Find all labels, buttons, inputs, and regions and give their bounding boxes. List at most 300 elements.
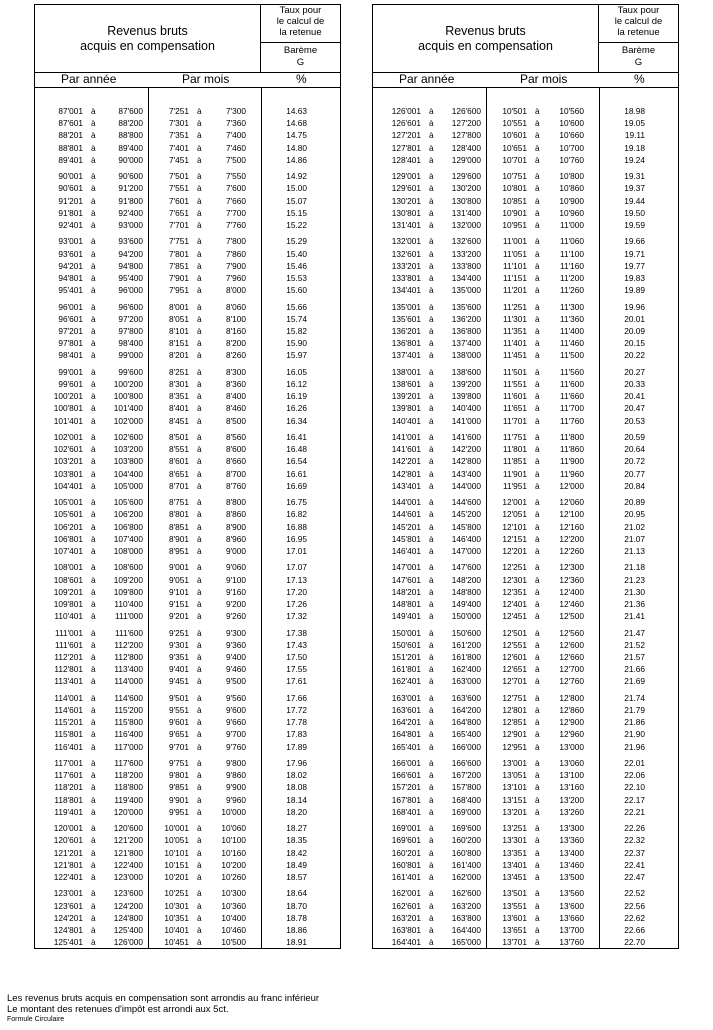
year-to: 115'200 xyxy=(114,705,143,715)
range-separator: à xyxy=(197,195,202,206)
table-row xyxy=(35,781,340,793)
month-from: 7'901 xyxy=(168,273,189,283)
month-to: 7'300 xyxy=(225,106,246,116)
range-separator: à xyxy=(197,859,202,870)
year-to: 120'000 xyxy=(113,806,143,817)
year-from: 147'601 xyxy=(391,574,421,585)
range-separator: à xyxy=(535,692,540,703)
range-separator: à xyxy=(91,456,96,467)
rate-value: 20.33 xyxy=(624,379,645,389)
rate-line: Taux pour xyxy=(279,5,322,16)
range-separator: à xyxy=(197,432,202,442)
year-from: 112'801 xyxy=(54,664,83,675)
year-from: 114'601 xyxy=(54,705,83,715)
month-from: 11'701 xyxy=(502,415,527,426)
rate-line: Taux pour xyxy=(617,5,660,16)
year-from: 127'201 xyxy=(391,130,421,141)
month-to: 9'660 xyxy=(225,717,246,728)
month-to: 13'000 xyxy=(559,741,584,752)
year-to: 94'800 xyxy=(118,260,143,271)
year-from: 106'201 xyxy=(53,521,83,532)
year-to: 129'600 xyxy=(451,171,481,182)
table-row xyxy=(35,627,340,639)
range-separator: à xyxy=(535,770,540,781)
year-from: 136'801 xyxy=(391,338,421,349)
range-separator: à xyxy=(429,888,434,899)
month-to: 9'900 xyxy=(225,782,246,793)
month-from: 12'451 xyxy=(502,611,527,622)
range-separator: à xyxy=(429,236,434,247)
range-separator: à xyxy=(535,142,540,153)
year-from: 168'401 xyxy=(391,806,421,817)
rate-value: 17.72 xyxy=(286,705,307,715)
month-from: 10'601 xyxy=(502,130,527,141)
month-from: 11'301 xyxy=(502,313,527,324)
year-from: 103'201 xyxy=(53,456,83,467)
year-to: 99'600 xyxy=(118,366,143,377)
range-separator: à xyxy=(197,611,202,622)
range-separator: à xyxy=(91,925,96,935)
year-to: 166'000 xyxy=(451,741,481,752)
year-from: 91'201 xyxy=(58,195,83,206)
range-separator: à xyxy=(535,444,540,455)
table-row xyxy=(35,272,340,284)
month-from: 11'951 xyxy=(502,480,527,491)
table-row xyxy=(35,806,340,818)
table-row xyxy=(373,431,678,443)
year-from: 139'201 xyxy=(391,391,421,402)
year-from: 118'201 xyxy=(54,782,83,793)
rate-value: 19.89 xyxy=(624,285,645,296)
rate-value: 19.37 xyxy=(624,183,645,194)
year-from: 141'601 xyxy=(391,444,421,455)
range-separator: à xyxy=(429,611,434,622)
range-separator: à xyxy=(197,403,202,414)
month-from: 7'551 xyxy=(168,183,189,194)
rate-value: 18.49 xyxy=(286,859,307,870)
year-from: 90'601 xyxy=(58,183,83,194)
month-from: 9'451 xyxy=(168,676,189,687)
range-separator: à xyxy=(197,260,202,271)
year-from: 136'201 xyxy=(391,326,421,336)
year-to: 96'600 xyxy=(118,301,143,312)
table-row xyxy=(35,235,340,247)
table-row xyxy=(373,769,678,781)
month-to: 8'600 xyxy=(225,444,246,455)
range-separator: à xyxy=(535,468,540,479)
table-row xyxy=(373,822,678,834)
range-separator: à xyxy=(197,366,202,377)
month-to: 12'060 xyxy=(559,497,584,508)
year-to: 169'600 xyxy=(451,823,481,834)
table-row xyxy=(35,325,340,337)
range-separator: à xyxy=(429,391,434,402)
rate-value: 20.77 xyxy=(624,468,645,479)
rate-value: 18.42 xyxy=(286,847,307,858)
range-separator: à xyxy=(535,391,540,402)
range-separator: à xyxy=(429,468,434,479)
bareme-label: Barème xyxy=(621,45,656,56)
month-from: 8'451 xyxy=(168,415,189,426)
range-separator: à xyxy=(197,562,202,573)
range-separator: à xyxy=(429,171,434,182)
year-to: 138'000 xyxy=(451,350,481,361)
month-from: 12'401 xyxy=(502,599,527,609)
rate-value: 15.82 xyxy=(286,326,307,336)
table-row xyxy=(373,455,678,467)
month-from: 8'851 xyxy=(168,521,189,532)
range-separator: à xyxy=(535,497,540,508)
month-to: 11'400 xyxy=(559,326,584,336)
table-row xyxy=(373,586,678,598)
range-separator: à xyxy=(535,705,540,715)
range-separator: à xyxy=(535,313,540,324)
table-row xyxy=(35,129,340,141)
year-from: 110'401 xyxy=(54,611,83,622)
rate-value: 22.17 xyxy=(624,794,645,805)
table-row xyxy=(35,834,340,846)
year-from: 132'601 xyxy=(391,248,421,259)
range-separator: à xyxy=(91,676,96,687)
month-from: 11'401 xyxy=(502,338,527,349)
month-to: 8'400 xyxy=(225,391,246,402)
year-from: 130'201 xyxy=(391,195,421,206)
table-row xyxy=(35,936,340,948)
month-from: 8'251 xyxy=(168,366,189,377)
year-to: 111'600 xyxy=(114,627,143,638)
table-row xyxy=(373,859,678,871)
year-from: 163'201 xyxy=(391,912,421,923)
table-row xyxy=(35,924,340,936)
table-header xyxy=(35,5,340,73)
month-to: 8'100 xyxy=(225,313,246,324)
rate-value: 16.69 xyxy=(286,480,307,491)
range-separator: à xyxy=(429,220,434,230)
rate-value: 17.20 xyxy=(286,586,307,597)
range-separator: à xyxy=(429,872,434,882)
range-separator: à xyxy=(429,937,434,948)
range-separator: à xyxy=(91,888,96,899)
year-to: 139'200 xyxy=(451,379,481,389)
table-row xyxy=(373,443,678,455)
range-separator: à xyxy=(535,236,540,247)
year-to: 112'800 xyxy=(114,652,143,662)
table-row xyxy=(35,598,340,610)
col-year-header: Par année xyxy=(61,72,117,86)
range-separator: à xyxy=(429,326,434,336)
year-from: 123'001 xyxy=(53,888,83,899)
month-from: 10'651 xyxy=(502,142,527,153)
month-to: 7'460 xyxy=(225,142,246,153)
month-from: 11'101 xyxy=(502,260,527,271)
month-to: 7'900 xyxy=(225,260,246,271)
month-from: 11'351 xyxy=(502,326,527,336)
range-separator: à xyxy=(535,676,540,687)
month-to: 13'360 xyxy=(559,835,584,846)
month-to: 11'200 xyxy=(559,273,584,283)
range-separator: à xyxy=(91,366,96,377)
month-to: 9'100 xyxy=(225,574,246,585)
year-from: 118'801 xyxy=(54,794,83,805)
year-to: 110'400 xyxy=(114,599,143,609)
range-separator: à xyxy=(197,705,202,715)
range-separator: à xyxy=(429,835,434,846)
table-row xyxy=(35,337,340,349)
rate-value: 21.47 xyxy=(624,627,645,638)
month-from: 13'501 xyxy=(502,888,527,899)
table-row xyxy=(35,728,340,740)
table-row xyxy=(373,728,678,740)
range-separator: à xyxy=(197,823,202,834)
range-separator: à xyxy=(535,586,540,597)
range-separator: à xyxy=(197,521,202,532)
rate-value: 21.18 xyxy=(624,562,645,573)
year-to: 124'200 xyxy=(113,900,143,911)
year-to: 136'200 xyxy=(451,313,481,324)
range-separator: à xyxy=(197,692,202,703)
year-from: 103'801 xyxy=(53,468,83,479)
year-from: 161'801 xyxy=(391,664,421,675)
month-to: 12'960 xyxy=(559,729,584,740)
month-from: 9'251 xyxy=(168,627,189,638)
year-from: 92'401 xyxy=(58,220,83,230)
month-from: 12'101 xyxy=(502,521,527,532)
rate-value: 20.27 xyxy=(624,366,645,377)
range-separator: à xyxy=(91,574,96,585)
rate-value: 21.96 xyxy=(624,741,645,752)
month-to: 9'860 xyxy=(225,770,246,781)
rate-value: 22.10 xyxy=(624,782,645,793)
month-to: 12'500 xyxy=(559,611,584,622)
range-separator: à xyxy=(429,639,434,650)
rate-value: 16.48 xyxy=(286,444,307,455)
range-separator: à xyxy=(197,770,202,781)
year-to: 126'600 xyxy=(451,106,481,116)
month-from: 7'701 xyxy=(168,220,189,230)
year-to: 128'400 xyxy=(451,142,481,153)
rate-value: 19.66 xyxy=(624,236,645,247)
range-separator: à xyxy=(535,888,540,899)
range-separator: à xyxy=(429,338,434,349)
month-to: 12'560 xyxy=(559,627,584,638)
range-separator: à xyxy=(91,350,96,361)
year-from: 109'801 xyxy=(53,599,83,609)
month-from: 7'501 xyxy=(168,171,189,182)
month-to: 7'550 xyxy=(225,171,246,182)
year-to: 97'200 xyxy=(118,313,143,324)
year-from: 161'401 xyxy=(391,872,421,882)
rate-value: 19.24 xyxy=(624,154,645,165)
month-to: 13'460 xyxy=(559,859,584,870)
year-to: 94'200 xyxy=(118,248,143,259)
month-to: 7'860 xyxy=(225,248,246,259)
year-from: 120'001 xyxy=(53,823,83,834)
year-from: 101'401 xyxy=(53,415,83,426)
table-row xyxy=(35,349,340,361)
month-from: 12'201 xyxy=(502,546,527,556)
rate-value: 17.13 xyxy=(286,574,307,585)
year-from: 142'801 xyxy=(391,468,421,479)
year-from: 140'401 xyxy=(391,415,421,426)
rate-value: 17.26 xyxy=(286,599,307,609)
range-separator: à xyxy=(91,480,96,491)
year-from: 133'801 xyxy=(391,273,421,283)
year-to: 135'600 xyxy=(451,301,481,312)
footer-notes xyxy=(7,993,319,1025)
range-separator: à xyxy=(429,717,434,728)
table-row xyxy=(373,142,678,154)
col-pct-header: % xyxy=(296,72,307,86)
range-separator: à xyxy=(91,770,96,781)
year-from: 94'201 xyxy=(58,260,83,271)
month-from: 13'301 xyxy=(502,835,527,846)
table-row xyxy=(35,248,340,260)
bareme-caption xyxy=(261,43,340,72)
year-to: 147'000 xyxy=(451,546,481,556)
year-from: 135'001 xyxy=(391,301,421,312)
year-to: 96'000 xyxy=(118,285,143,296)
range-separator: à xyxy=(91,586,96,597)
bareme-code: G xyxy=(296,57,305,68)
year-to: 164'400 xyxy=(451,925,481,935)
range-separator: à xyxy=(197,872,202,882)
year-to: 131'400 xyxy=(451,207,481,218)
range-separator: à xyxy=(535,859,540,870)
year-from: 157'201 xyxy=(391,782,421,793)
range-separator: à xyxy=(91,562,96,573)
range-separator: à xyxy=(429,497,434,508)
year-to: 93'000 xyxy=(118,220,143,230)
month-from: 7'951 xyxy=(168,285,189,296)
range-separator: à xyxy=(429,379,434,389)
year-to: 117'000 xyxy=(114,741,143,752)
year-from: 93'601 xyxy=(58,248,83,259)
range-separator: à xyxy=(535,546,540,556)
year-to: 107'400 xyxy=(113,533,143,544)
month-to: 8'800 xyxy=(225,497,246,508)
range-separator: à xyxy=(197,350,202,361)
month-from: 10'351 xyxy=(164,912,189,923)
range-separator: à xyxy=(535,521,540,532)
table-row xyxy=(35,561,340,573)
month-from: 8'751 xyxy=(168,497,189,508)
range-separator: à xyxy=(429,664,434,675)
month-from: 8'201 xyxy=(168,350,189,361)
year-from: 169'601 xyxy=(391,835,421,846)
month-to: 11'600 xyxy=(559,379,584,389)
year-to: 129'000 xyxy=(451,154,481,165)
month-from: 11'201 xyxy=(502,285,527,296)
year-to: 91'800 xyxy=(118,195,143,206)
table-header xyxy=(373,5,678,73)
year-to: 108'000 xyxy=(113,546,143,556)
rate-value: 20.15 xyxy=(624,338,645,349)
range-separator: à xyxy=(535,171,540,182)
table-row xyxy=(35,313,340,325)
rate-value: 20.47 xyxy=(624,403,645,414)
range-separator: à xyxy=(91,627,96,638)
month-from: 12'951 xyxy=(502,741,527,752)
year-from: 164'401 xyxy=(391,937,421,948)
rate-value: 14.92 xyxy=(286,171,307,182)
rate-value: 15.66 xyxy=(286,301,307,312)
year-to: 103'200 xyxy=(113,444,143,455)
rate-value: 18.86 xyxy=(286,925,307,935)
year-from: 89'401 xyxy=(58,154,83,165)
year-to: 162'000 xyxy=(451,872,481,882)
range-separator: à xyxy=(535,195,540,206)
rate-value: 17.89 xyxy=(286,741,307,752)
table-row xyxy=(35,195,340,207)
month-to: 10'660 xyxy=(559,130,584,141)
table-row xyxy=(35,154,340,166)
month-from: 8'501 xyxy=(168,432,189,442)
range-separator: à xyxy=(91,273,96,283)
table-row xyxy=(373,834,678,846)
bareme-label: Barème xyxy=(283,45,318,56)
range-separator: à xyxy=(535,717,540,728)
month-from: 9'101 xyxy=(168,586,189,597)
month-to: 13'100 xyxy=(559,770,584,781)
footer-note: Les revenus bruts acquis en compensation sont arrondis au franc inférieur xyxy=(7,993,320,1004)
month-from: 8'401 xyxy=(168,403,189,414)
month-from: 9'351 xyxy=(168,652,189,662)
month-from: 9'501 xyxy=(168,692,189,703)
range-separator: à xyxy=(535,652,540,662)
year-to: 160'800 xyxy=(451,847,481,858)
month-from: 13'201 xyxy=(502,806,527,817)
year-to: 121'200 xyxy=(113,835,143,846)
range-separator: à xyxy=(91,509,96,520)
month-from: 12'751 xyxy=(502,692,527,703)
year-to: 114'600 xyxy=(114,692,143,703)
month-from: 11'001 xyxy=(502,236,527,247)
month-from: 11'751 xyxy=(502,432,527,442)
rate-value: 16.05 xyxy=(286,366,307,377)
col-month-header: Par mois xyxy=(182,72,230,86)
month-from: 9'551 xyxy=(168,705,189,715)
month-to: 12'300 xyxy=(559,562,584,573)
year-from: 88'201 xyxy=(58,130,83,141)
table-row xyxy=(373,366,678,378)
range-separator: à xyxy=(535,338,540,349)
range-separator: à xyxy=(535,118,540,129)
range-separator: à xyxy=(429,480,434,491)
month-from: 7'601 xyxy=(168,195,189,206)
range-separator: à xyxy=(429,912,434,923)
range-separator: à xyxy=(91,248,96,259)
range-separator: à xyxy=(91,705,96,715)
year-to: 93'600 xyxy=(118,236,143,247)
range-separator: à xyxy=(197,154,202,165)
year-to: 115'800 xyxy=(114,717,143,728)
month-from: 13'601 xyxy=(502,912,527,923)
month-from: 8'151 xyxy=(168,338,189,349)
rate-value: 21.69 xyxy=(624,676,645,687)
range-separator: à xyxy=(91,611,96,622)
month-from: 12'051 xyxy=(502,509,527,520)
year-from: 99'001 xyxy=(58,366,83,377)
rate-value: 21.41 xyxy=(624,611,645,622)
year-to: 111'000 xyxy=(114,611,143,622)
table-row xyxy=(373,847,678,859)
month-to: 10'260 xyxy=(221,872,246,882)
rate-value: 18.70 xyxy=(286,900,307,911)
month-to: 12'160 xyxy=(559,521,584,532)
range-separator: à xyxy=(197,326,202,336)
year-to: 124'800 xyxy=(113,912,143,923)
month-from: 9'301 xyxy=(168,639,189,650)
